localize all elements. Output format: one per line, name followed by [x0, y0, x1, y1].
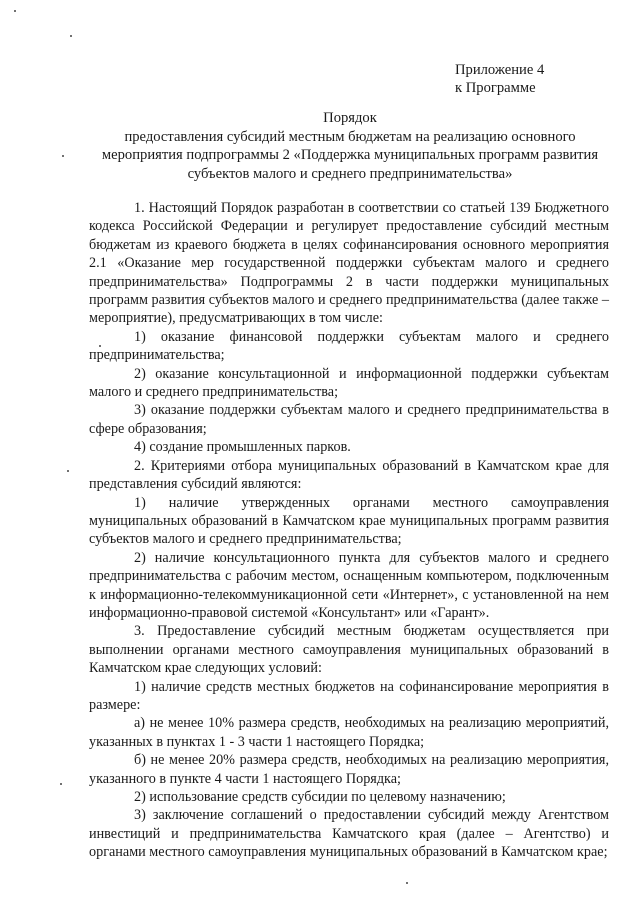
paragraph-2-item-1: 1) наличие утвержденных органами местного самоуправления муниципальных образований в Камчатском крае муниципальных программ развития субъектов малого и среднего предпринимательства;: [89, 494, 609, 548]
paragraph-1-item-2: 2) оказание консультационной и информационной поддержки субъектам малого и среднего предпринимательства;: [89, 365, 609, 401]
document-title: [80, 109, 620, 183]
paragraph-1: 1. Настоящий Порядок разработан в соответствии со статьей 139 Бюджетного кодекса Российской Федерации и регулирует предоставление субсидий местным бюджетам из краевого бюджета в целях софинансирования основного мероприятия 2.1 «Оказание мер государственной поддержки субъектам малого и среднего предпринимательства» Подпрограммы 2 в части поддержки муниципальных программ развития субъектов малого и среднего предпринимательства (далее также – мероприятие), предусматривающих в том числе:: [89, 200, 609, 327]
paragraph-1-item-1: 1) оказание финансовой поддержки субъектам малого и среднего предпринимательства;: [89, 328, 609, 364]
appendix-note: [455, 61, 544, 97]
title-line-1: предоставления субсидий местным бюджетам на реализацию основного: [124, 128, 576, 145]
paragraph-1-item-3: 3) оказание поддержки субъектам малого и среднего предпринимательства в сфере образования;: [89, 402, 609, 437]
document-body: [89, 199, 609, 862]
paragraph-3-item-1b: б) не менее 20% размера средств, необходимых на реализацию мероприятия, указанного в пункте 4 части 1 настоящего Порядка;: [89, 752, 609, 787]
paragraph-3: 3. Предоставление субсидий местным бюджетам осуществляется при выполнении органами местного самоуправления муниципальных образований в Камчатском крае следующих условий:: [89, 623, 609, 677]
appendix-line-1: Приложение 4: [455, 62, 545, 78]
appendix-line-2: к Программе: [455, 80, 536, 96]
paragraph-3-item-1a: а) не менее 10% размера средств, необходимых на реализацию мероприятий, указанных в пунктах 1 - 3 части 1 настоящего Порядка;: [89, 715, 609, 750]
title-line-2: мероприятия подпрограммы 2 «Поддержка муниципальных программ развития: [101, 147, 599, 163]
scan-speck: [67, 470, 69, 472]
paragraph-2-item-2: 2) наличие консультационного пункта для субъектов малого и среднего предпринимательства с рабочим местом, оснащенным компьютером, подключенным к информационно-телекоммуникационной сети «Интернет», с установленной на нем информационно-правовой системой «Консультант» или «Гарант».: [89, 549, 609, 621]
paragraph-3-item-3: 3) заключение соглашений о предоставлении субсидий между Агентством инвестиций и предпринимательства Камчатского края (далее – Агентство) и органами местного самоуправления муниципальных образований в Камчатском крае;: [89, 807, 609, 861]
paragraph-1-item-4: 4) создание промышленных парков.: [134, 439, 351, 456]
scan-speck: [60, 783, 62, 785]
title-heading: Порядок: [323, 110, 377, 126]
paragraph-3-item-1: 1) наличие средств местных бюджетов на софинансирование мероприятия в размере:: [89, 678, 609, 713]
scan-speck: [62, 155, 64, 157]
scan-speck: [99, 345, 101, 347]
scan-speck: [14, 10, 16, 12]
paragraph-3-item-2: 2) использование средств субсидии по целевому назначению;: [134, 789, 506, 805]
scan-speck: [406, 882, 408, 884]
title-line-3: субъектов малого и среднего предпринимательства»: [187, 165, 513, 182]
paragraph-2: 2. Критериями отбора муниципальных образований в Камчатском крае для представления субсидий являются:: [89, 457, 609, 493]
scan-speck: [70, 35, 72, 37]
